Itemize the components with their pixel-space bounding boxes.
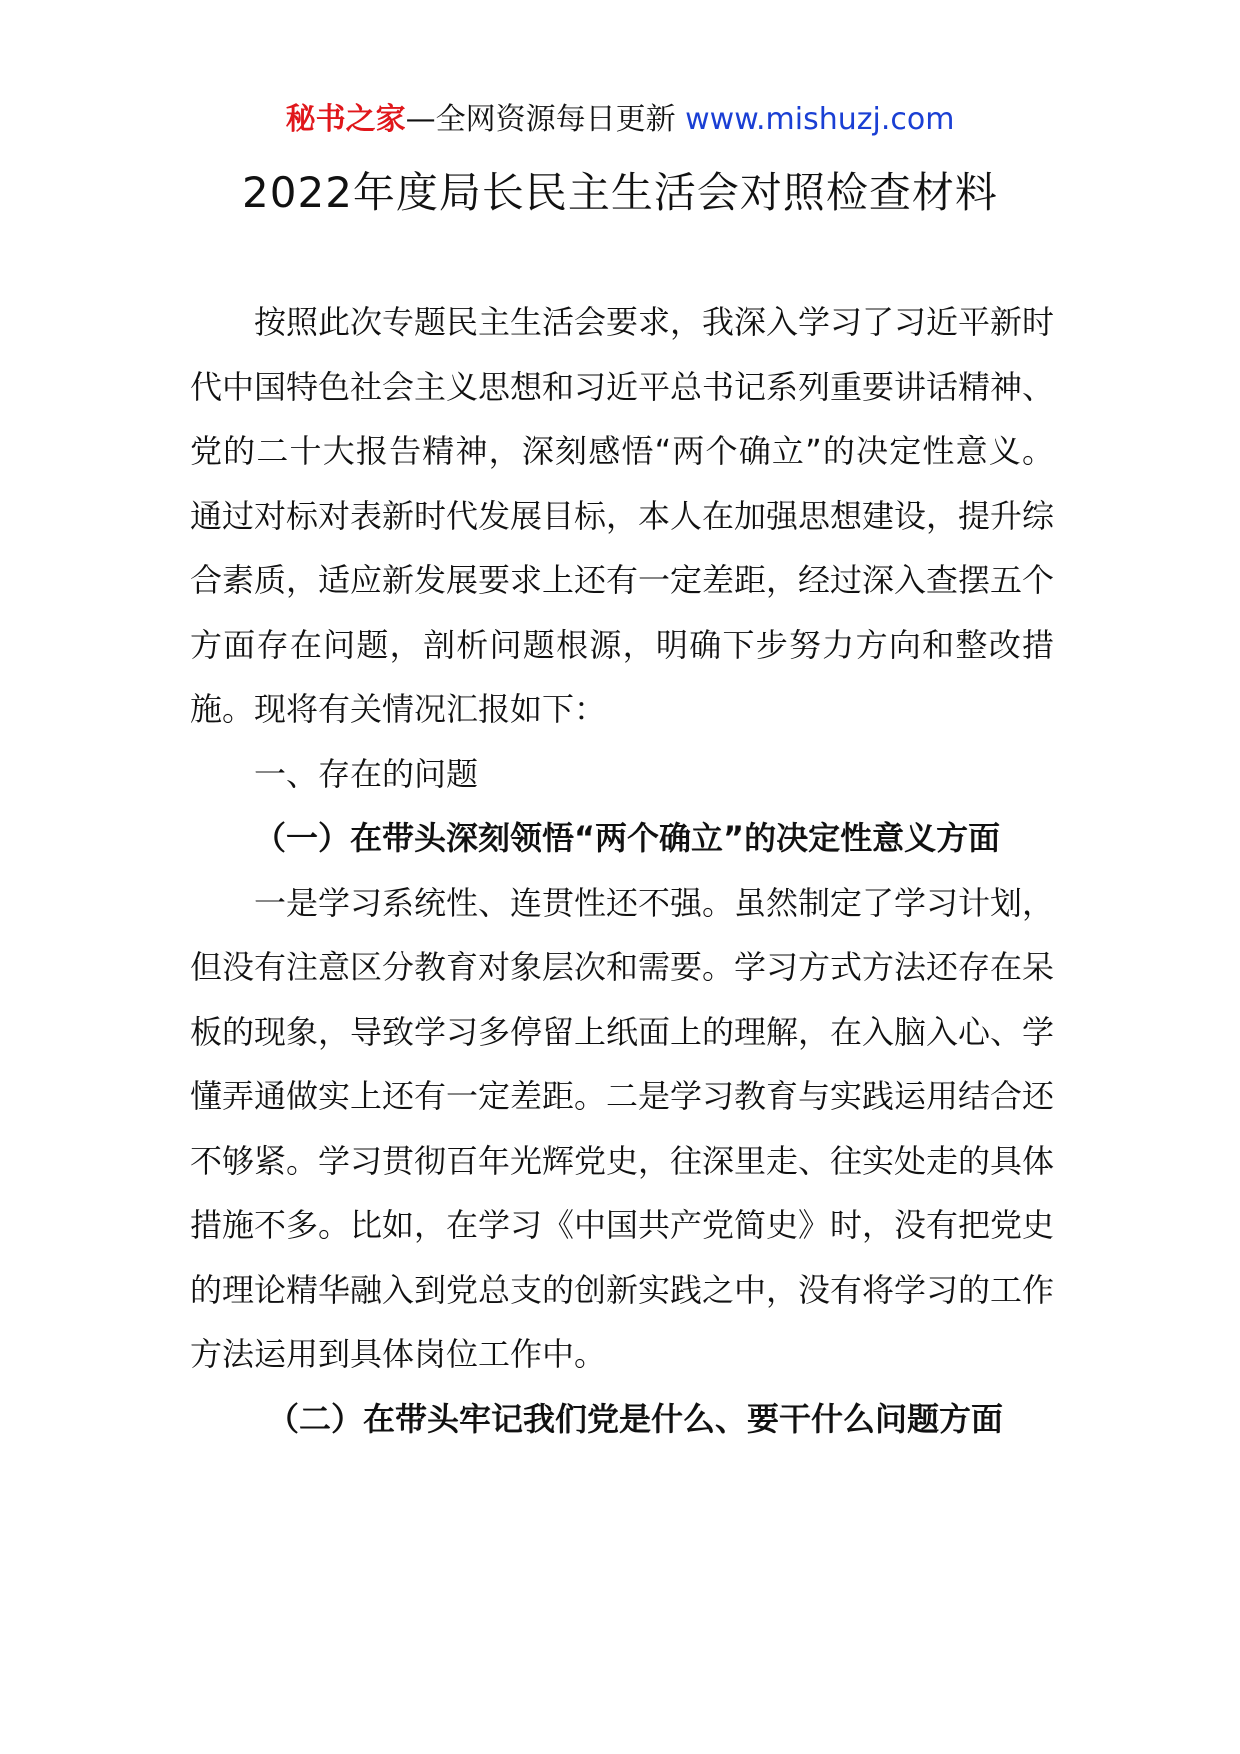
watermark-brand: 秘书之家 xyxy=(285,102,406,137)
problem-paragraph-1: 一是学习系统性、连贯性还不强。虽然制定了学习计划，但没有注意区分教育对象层次和需要。学习方式方法还存在呆板的现象，导致学习多停留上纸面上的理解，在入脑入心、学懂弄通做实上还有一定差距。二是学习教育与实践运用结合还不够紧。学习贯彻百年光辉党史，往深里走、往实处走的具体措施不多。比如，在学习《中国共产党简史》时，没有把党史的理论精华融入到党总支的创新实践之中，没有将学习的工作方法运用到具体岗位工作中。 xyxy=(190,883,1055,1373)
site-watermark xyxy=(0,100,1240,140)
section-heading-1: 一、存在的问题 xyxy=(254,754,479,793)
watermark-url[interactable]: www.mishuzj.com xyxy=(685,102,955,137)
intro-paragraph: 按照此次专题民主生活会要求，我深入学习了习近平新时代中国特色社会主义思想和习近平总书记系列重要讲话精神、党的二十大报告精神，深刻感悟“两个确立”的决定性意义。通过对标对表新时代发展目标，本人在加强思想建设，提升综合素质，适应新发展要求上还有一定差距，经过深入查摆五个方面存在问题，剖析问题根源，明确下步努力方向和整改措施。现将有关情况汇报如下： xyxy=(190,303,1055,728)
subsection-heading-2: （二）在带头牢记我们党是什么、要干什么问题方面 xyxy=(267,1399,1004,1438)
document-body xyxy=(190,290,1054,1451)
watermark-slogan: —全网资源每日更新 xyxy=(405,102,686,137)
document-title: 2022年度局长民主生活会对照检查材料 xyxy=(242,168,998,217)
subsection-heading-1: （一）在带头深刻领悟“两个确立”的决定性意义方面 xyxy=(254,819,1001,857)
